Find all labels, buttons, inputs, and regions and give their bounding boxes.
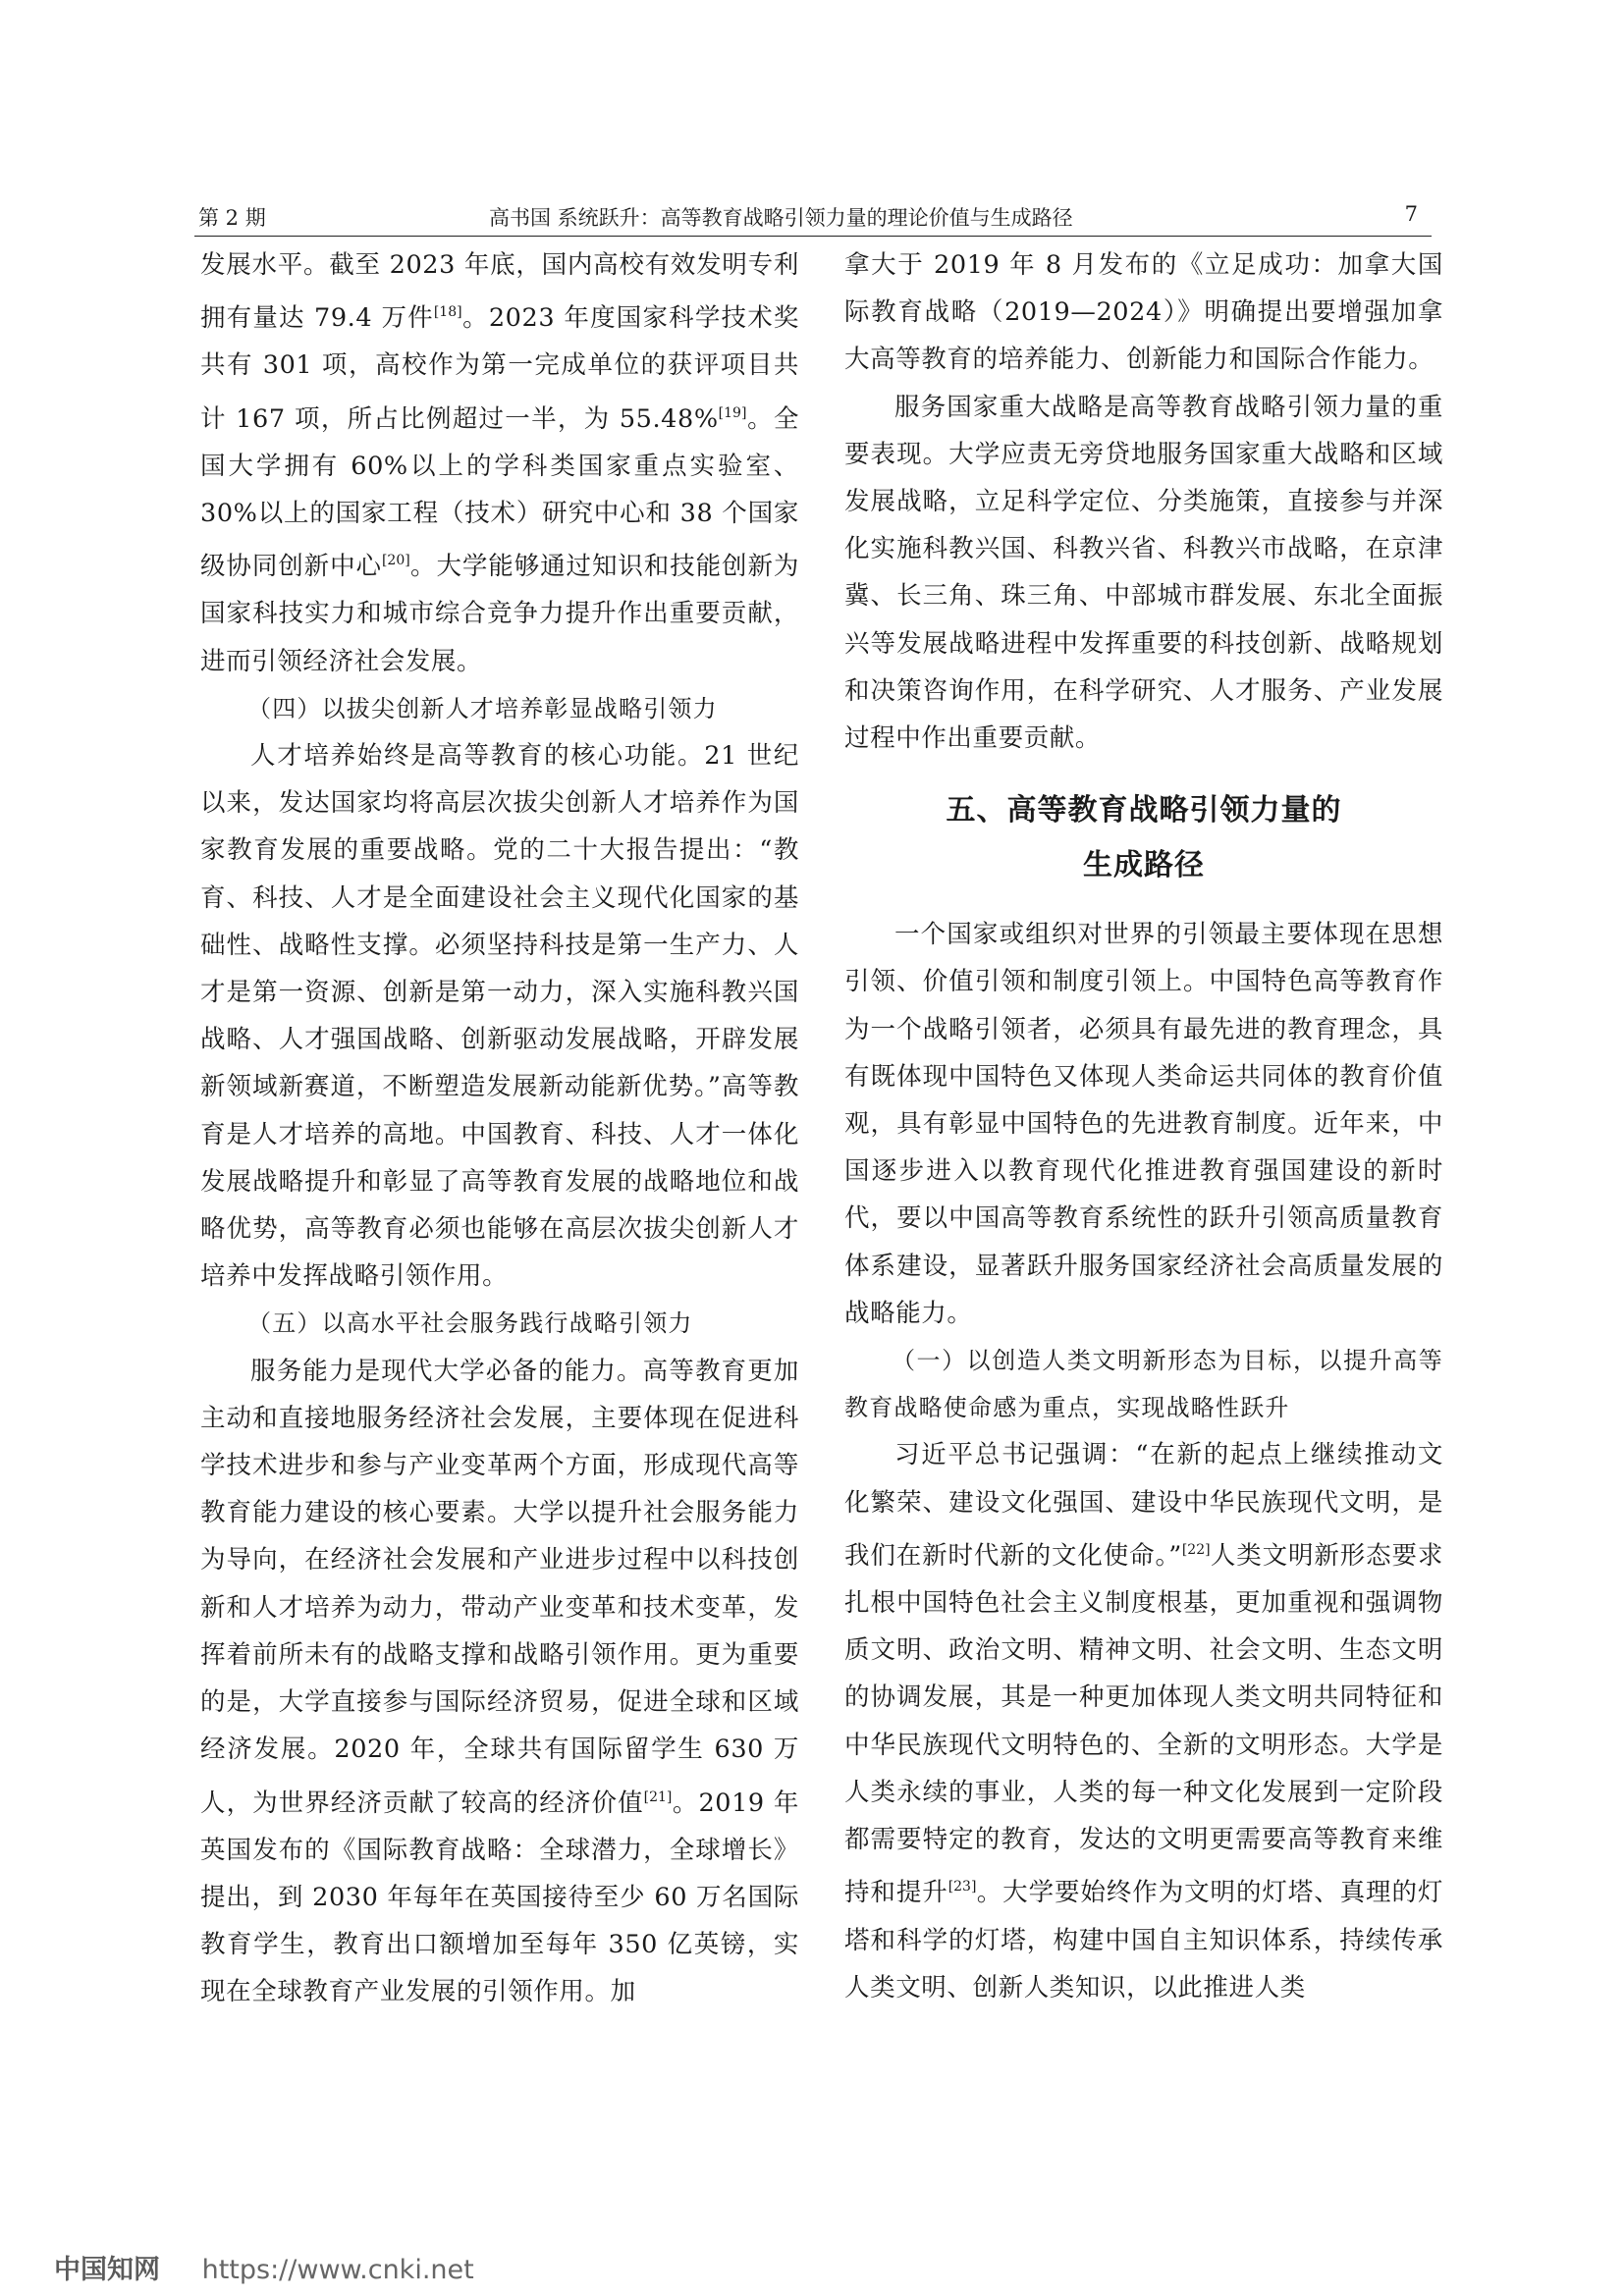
cnki-logo: 中国知网 (54, 2255, 160, 2285)
footer-watermark (54, 2248, 474, 2286)
citation-ref[interactable]: [23] (947, 1879, 977, 1896)
citation-ref[interactable]: [18] (433, 304, 462, 321)
citation-ref[interactable]: [21] (643, 1789, 673, 1805)
right-column (844, 241, 1443, 2011)
citation-ref[interactable]: [22] (1181, 1541, 1211, 1558)
body-paragraph: 服务能力是现代大学必备的能力。高等教育更加主动和直接地服务经济社会发展，主要体现在促进科学技术进步和参与产业变革两个方面，形成现代高等教育能力建设的核心要素。大学以提升社会服务能力为导向，在经济社会发展和产业进步过程中以科技创新和人才培养为动力，带动产业变革和技术变革，发挥着前所未有的战略支撑和战略引领作用。更为重要的是，大学直接参与国际经济贸易，促进全球和区域经济发展。2020 年，全球共有国际留学生 630 万人，为世界经济贡献了较高的经济价值[21]。2019 年英国发布的《国际教育战略：全球潜力，全球增长》提出，到 2030 年每年在英国接待至少 60 万名国际教育学生，教育出口额增加至每年 350 亿英镑，实现在全球教育产业发展的引领作用。加 (200, 1356, 800, 2007)
citation-ref[interactable]: [20] (381, 553, 410, 569)
body-paragraph: 一个国家或组织对世界的引领最主要体现在思想引领、价值引领和制度引领上。中国特色高等教育作为一个战略引领者，必须具有最先进的教育理念，具有既体现中国特色又体现人类命运共同体的教育价值观，具有彰显中国特色的先进教育制度。近年来，中国逐步进入以教育现代化推进教育强国建设的新时代，要以中国高等教育系统性的跃升引领高质量教育体系建设，显著跃升服务国家经济社会高质量发展的战略能力。 (844, 920, 1443, 1328)
subsection-heading: （四）以拔尖创新人才培养彰显战略引领力 (247, 694, 718, 722)
section-title: 五、高等教育战略引领力量的 生成路径 (946, 793, 1342, 883)
body-paragraph: 人才培养始终是高等教育的核心功能。21 世纪以来，发达国家均将高层次拔尖创新人才培养作为国家教育发展的重要战略。党的二十大报告提出：“教育、科技、人才是全面建设社会主义现代化国家的基础性、战略性支撑。必须坚持科技是第一生产力、人才是第一资源、创新是第一动力，深入实施科教兴国战略、人才强国战略、创新驱动发展战略，开辟发展新领域新赛道，不断塑造发展新动能新优势。”高等教育是人才培养的高地。中国教育、科技、人才一体化发展战略提升和彰显了高等教育发展的战略地位和战略优势，高等教育必须也能够在高层次拔尖创新人才培养中发挥战略引领作用。 (200, 741, 799, 1292)
body-paragraph: 拿大于 2019 年 8 月发布的《立足成功：加拿大国际教育战略（2019—2024）》明确提出要增强加拿大高等教育的培养能力、创新能力和国际合作能力。 (844, 250, 1443, 375)
subsection-heading: （一）以创造人类文明新形态为目标，以提升高等教育战略使命感为重点，实现战略性跃升 (844, 1347, 1443, 1422)
body-paragraph: 习近平总书记强调：“在新的起点上继续推动文化繁荣、建设文化强国、建设中华民族现代文明，是我们在新时代新的文化使命。”[22]人类文明新形态要求扎根中国特色社会主义制度根基，更加重视和强调物质文明、政治文明、精神文明、社会文明、生态文明的协调发展，其是一种更加体现人类文明共同特征和中华民族现代文明特色的、全新的文明形态。大学是人类永续的事业，人类的每一种文化发展到一定阶段都需要特定的教育，发达的文明更需要高等教育来维持和提升[23]。大学要始终作为文明的灯塔、真理的灯塔和科学的灯塔，构建中国自主知识体系，持续传承人类文明、创新人类知识，以此推进人类 (844, 1440, 1443, 2002)
left-column (200, 241, 799, 2016)
subsection-heading: （五）以高水平社会服务践行战略引领力 (247, 1309, 693, 1338)
body-paragraph: 发展水平。截至 2023 年底，国内高校有效发明专利拥有量达 79.4 万件[18]。2023 年度国家科学技术奖共有 301 项，高校作为第一完成单位的获评项目共计 167 项，所占比例超过一半，为 55.48%[19]。全国大学拥有 60%以上的学科类国家重点实验室、30%以上的国家工程（技术）研究中心和 38 个国家级协同创新中心[20]。大学能够通过知识和技能创新为国家科技实力和城市综合竞争力提升作出重要贡献，进而引领经济社会发展。 (200, 250, 799, 676)
page-number: 7 (1404, 202, 1418, 226)
citation-ref[interactable]: [19] (718, 404, 747, 421)
running-header (194, 196, 1432, 237)
issue-number: 第 2 期 (198, 206, 266, 230)
running-title: 高书国 系统跃升：高等教育战略引领力量的理论价值与生成路径 (489, 206, 1073, 230)
body-paragraph: 服务国家重大战略是高等教育战略引领力量的重要表现。大学应责无旁贷地服务国家重大战略和区域发展战略，立足科学定位、分类施策，直接参与并深化实施科教兴国、科教兴省、科教兴市战略，在京津冀、长三角、珠三角、中部城市群发展、东北全面振兴等发展战略进程中发挥重要的科技创新、战略规划和决策咨询作用，在科学研究、人才服务、产业发展过程中作出重要贡献。 (844, 392, 1443, 754)
cnki-url[interactable]: https://www.cnki.net (201, 2255, 474, 2285)
